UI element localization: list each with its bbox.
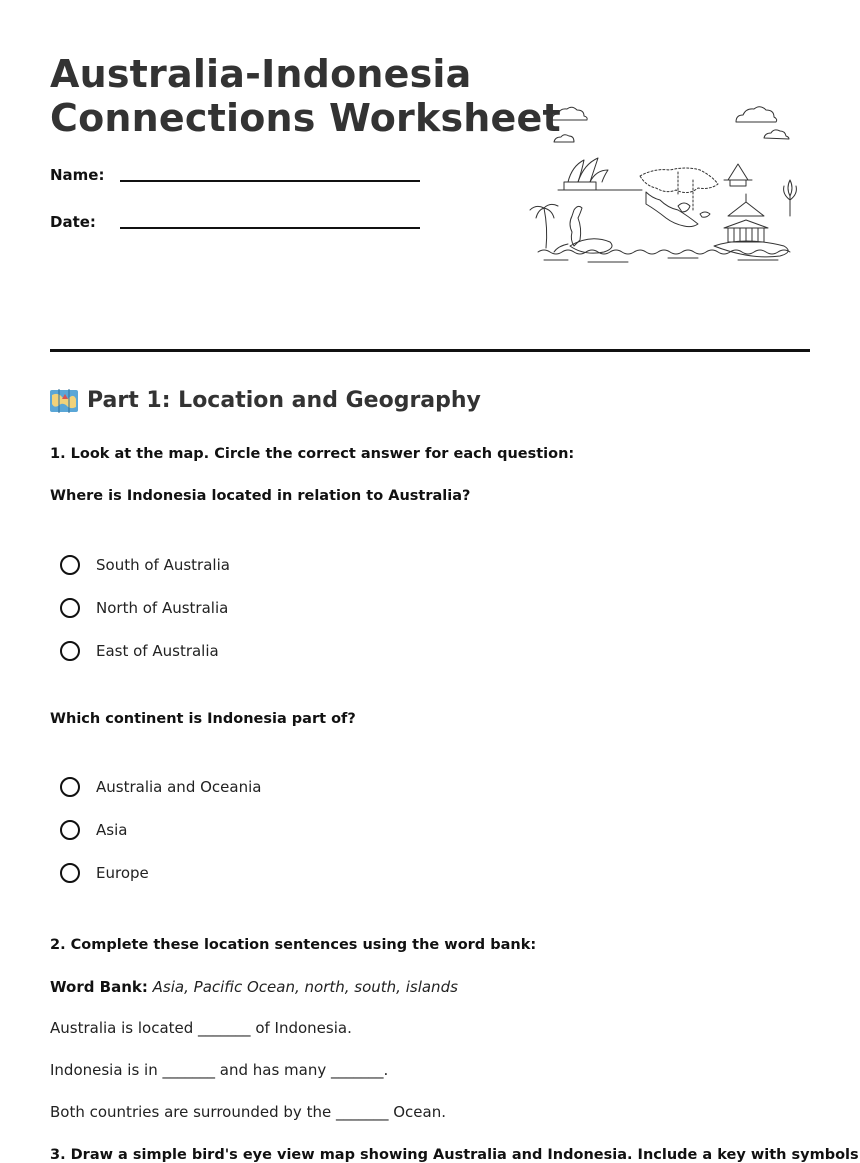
rock-island-icon: [570, 239, 612, 253]
answer-option-label: Australia and Oceania: [96, 778, 262, 796]
question-3-text: 3. Draw a simple bird's eye view map showing Australia and Indonesia. Include a key with symbols: [50, 1147, 859, 1163]
pagoda-icon: [724, 194, 768, 242]
radio-circle[interactable]: [60, 555, 80, 575]
map-islands-icon: [640, 168, 718, 210]
section-heading-text: Part 1: Location and Geography: [87, 388, 481, 413]
palm-tree-icon: [530, 204, 558, 248]
section-divider: [50, 349, 810, 352]
indonesia-islands-icon: [646, 192, 698, 227]
fill-in-sentence: Both countries are surrounded by the _______ Ocean.: [50, 1103, 446, 1121]
temple-icon: [724, 164, 752, 186]
cloud-icon: [554, 135, 574, 142]
radio-circle[interactable]: [60, 820, 80, 840]
fill-in-sentence: Indonesia is in _______ and has many _______.: [50, 1061, 389, 1079]
radio-circle[interactable]: [60, 598, 80, 618]
radio-circle[interactable]: [60, 863, 80, 883]
answer-option-label: South of Australia: [96, 556, 230, 574]
opera-house-icon: [558, 158, 642, 190]
cloud-icon: [552, 107, 587, 120]
cloud-icon: [764, 130, 789, 139]
word-bank-words: Asia, Pacific Ocean, north, south, islands: [152, 978, 458, 996]
section-heading-part1: [50, 388, 481, 413]
worksheet-title: [50, 52, 561, 140]
answer-option-label: Europe: [96, 864, 149, 882]
date-label: Date:: [50, 213, 96, 231]
radio-circle[interactable]: [60, 777, 80, 797]
answer-option[interactable]: [60, 553, 230, 577]
answer-option[interactable]: [60, 861, 149, 885]
map-icon: [50, 389, 78, 413]
answer-option-label: Asia: [96, 821, 128, 839]
answer-option[interactable]: [60, 818, 127, 842]
question-1a-text: Where is Indonesia located in relation to Australia?: [50, 488, 471, 504]
title-line-1: Australia-Indonesia: [50, 52, 472, 96]
small-islands-icon: [678, 203, 710, 217]
answer-option-label: East of Australia: [96, 642, 219, 660]
answer-option[interactable]: [60, 775, 261, 799]
word-bank: [50, 978, 458, 996]
tree-icon: [784, 180, 797, 216]
question-1-text: 1. Look at the map. Circle the correct answer for each question:: [50, 446, 575, 462]
answer-option-label: North of Australia: [96, 599, 229, 617]
name-field[interactable]: [50, 166, 104, 184]
cloud-icon: [736, 107, 777, 122]
fill-in-sentence: Australia is located _______ of Indonesia.: [50, 1019, 352, 1037]
question-2-text: 2. Complete these location sentences using the word bank:: [50, 937, 537, 953]
radio-circle[interactable]: [60, 641, 80, 661]
name-line[interactable]: [120, 180, 420, 182]
name-label: Name:: [50, 166, 105, 184]
date-field[interactable]: [50, 213, 96, 231]
answer-option[interactable]: [60, 639, 219, 663]
word-bank-label: Word Bank:: [50, 978, 148, 996]
date-line[interactable]: [120, 227, 420, 229]
answer-option[interactable]: [60, 596, 228, 620]
australia-indonesia-illustration: [528, 96, 808, 268]
kangaroo-icon: [554, 206, 582, 252]
title-line-2: Connections Worksheet: [50, 96, 561, 140]
question-1b-text: Which continent is Indonesia part of?: [50, 711, 356, 727]
